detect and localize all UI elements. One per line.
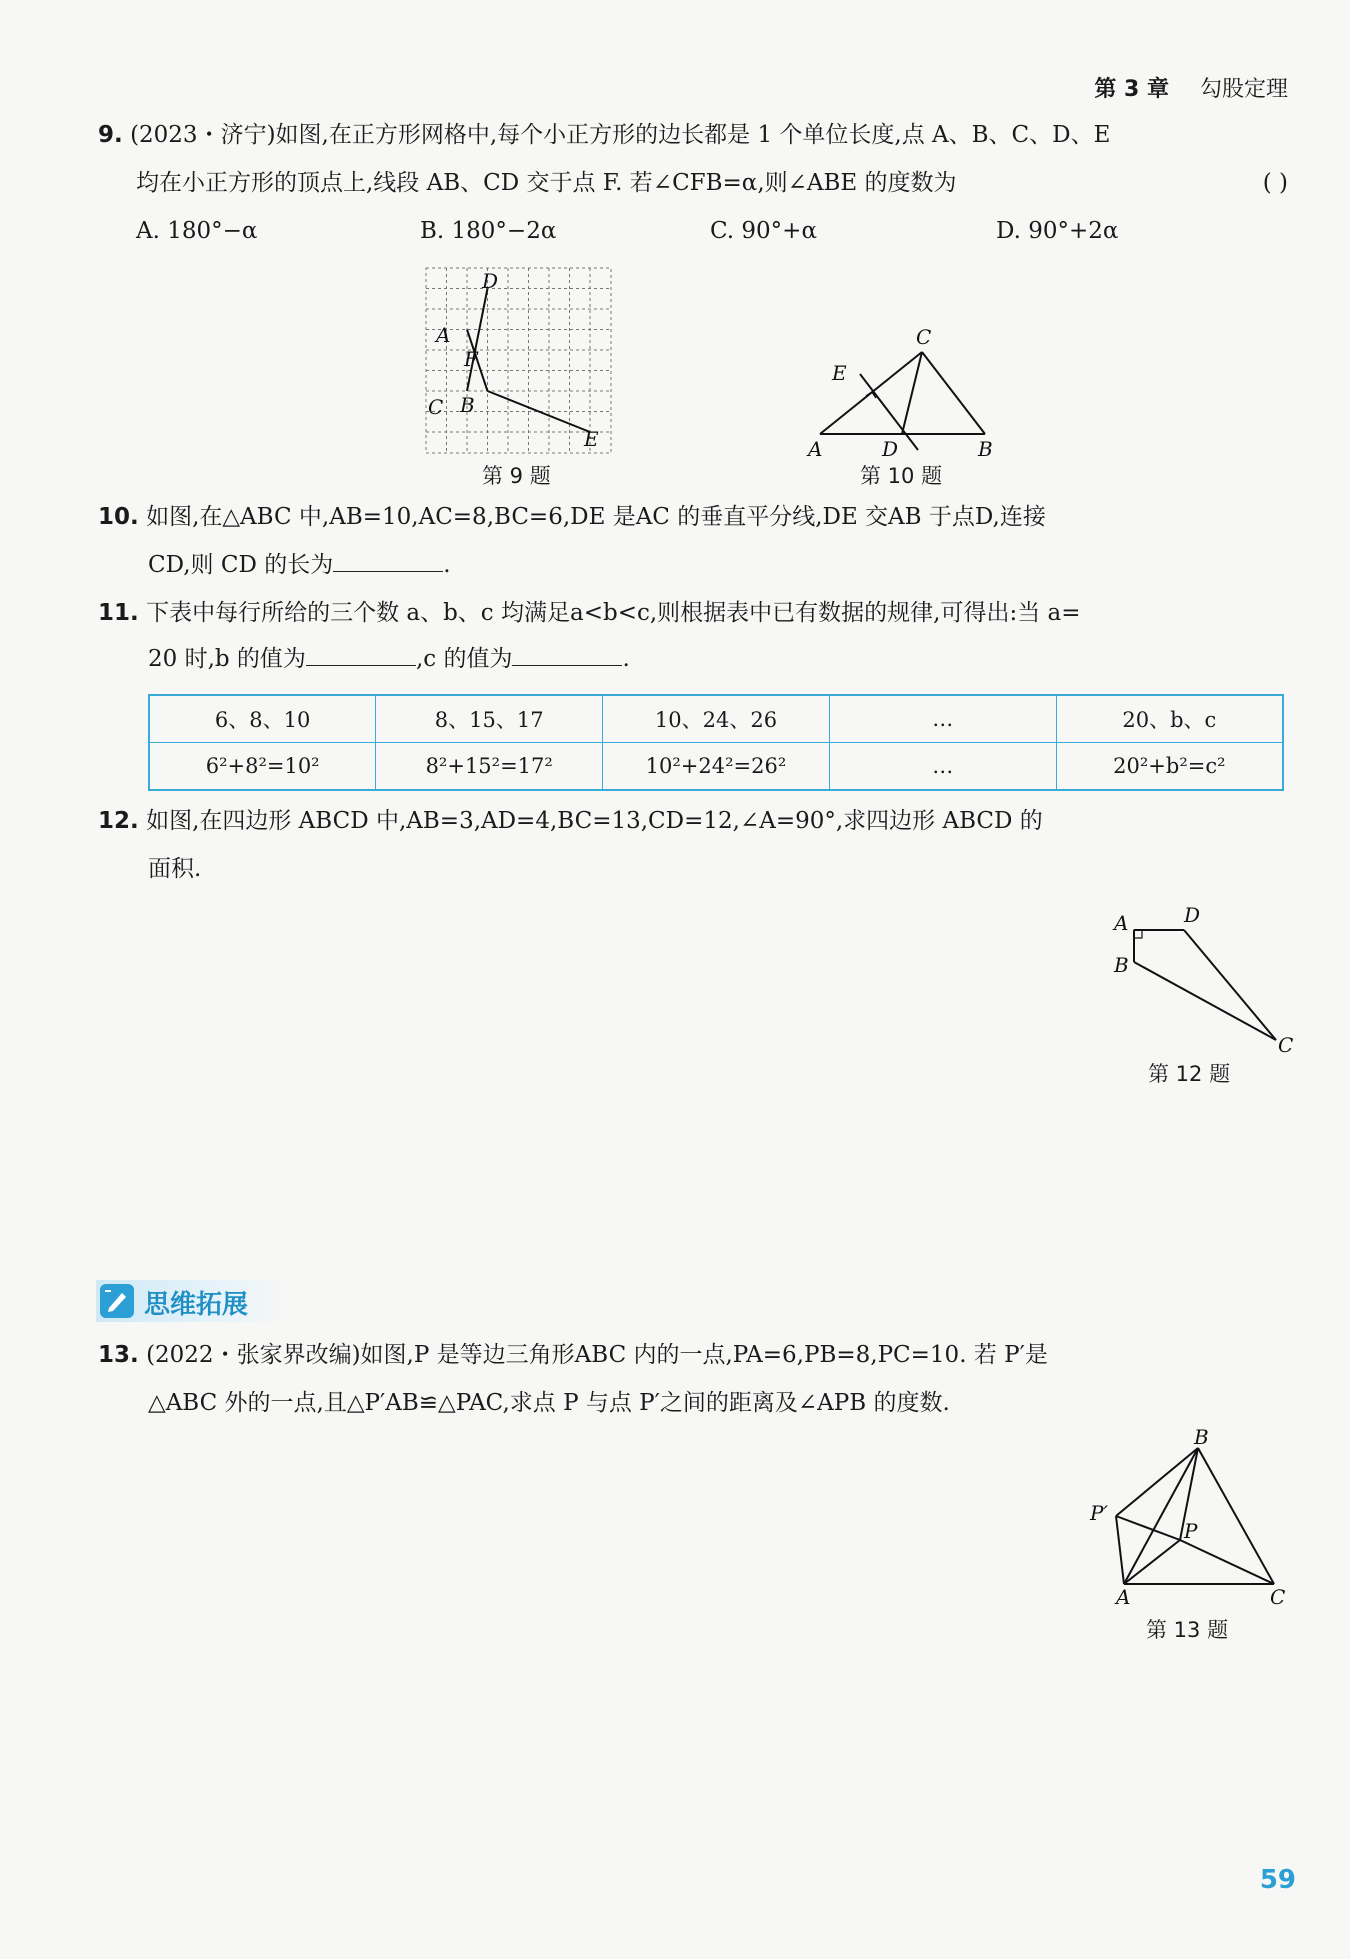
q12-text-1: 如图,在四边形 ABCD 中,AB=3,AD=4,BC=13,CD=12,∠A=90°,求四边形 ABCD 的 — [146, 808, 1043, 834]
q11-line2 — [148, 642, 630, 676]
q9-option-a: A. 180°−α — [136, 218, 258, 244]
q9-label-f: F — [464, 347, 478, 371]
q11-blank-b[interactable] — [306, 643, 416, 666]
table-cell: 10、24、26 — [603, 695, 830, 743]
page-number: 59 — [1259, 1865, 1296, 1895]
pencil-icon — [100, 1284, 134, 1318]
q10-line1 — [98, 500, 1046, 534]
q13-label-p-prime: P′ — [1090, 1501, 1108, 1525]
table-row — [149, 695, 1283, 743]
q11-text-2a: 20 时,b 的值为 — [148, 646, 306, 672]
q13-number: 13. — [98, 1342, 139, 1368]
q9-text-2: 均在小正方形的顶点上,线段 AB、CD 交于点 F. 若∠CFB=α,则∠ABE 的度数为 — [136, 170, 957, 196]
q9-option-c: C. 90°+α — [710, 218, 817, 244]
segment-p1a — [1116, 1516, 1124, 1584]
q11-blank-c[interactable] — [512, 643, 622, 666]
table-cell: 8²+15²=17² — [376, 743, 603, 791]
q10-text-2: CD,则 CD 的长为 — [148, 552, 334, 578]
chapter-number: 第 3 章 — [1094, 77, 1169, 102]
q13-caption: 第 13 题 — [1146, 1618, 1229, 1642]
q10-label-c: C — [916, 326, 932, 349]
side-ab — [1124, 1448, 1198, 1584]
q13-label-b: B — [1194, 1428, 1209, 1449]
q10-figure — [800, 326, 1020, 462]
q12-label-c: C — [1278, 1033, 1294, 1056]
q11-line1 — [98, 596, 1081, 630]
q10-end: . — [443, 552, 451, 578]
q12-figure — [1104, 900, 1304, 1056]
q10-text-1: 如图,在△ABC 中,AB=10,AC=8,BC=6,DE 是AC 的垂直平分线,DE 交AB 于点D,连接 — [146, 504, 1046, 530]
table-cell: … — [829, 743, 1056, 791]
q10-answer-blank[interactable] — [333, 549, 443, 572]
q11-text-1: 下表中每行所给的三个数 a、b、c 均满足a<b<c,则根据表中已有数据的规律,可得出:当 a= — [146, 600, 1081, 626]
q11-table — [148, 694, 1284, 791]
q9-label-c: C — [428, 395, 444, 419]
q10-label-e: E — [832, 361, 847, 385]
q13-figure — [1086, 1428, 1306, 1610]
q11-text-2b: ,c 的值为 — [415, 646, 513, 672]
table-cell: 6²+8²=10² — [149, 743, 376, 791]
q13-text-2: △ABC 外的一点,且△P′AB≌△PAC,求点 P 与点 P′之间的距离及∠APB 的度数. — [148, 1390, 950, 1416]
side-cd — [1184, 930, 1276, 1040]
q12-number: 12. — [98, 808, 139, 834]
q9-label-b: B — [460, 393, 475, 417]
q9-answer-paren: ( ) — [1262, 170, 1288, 196]
q12-label-a: A — [1114, 911, 1129, 935]
section-header — [96, 1280, 286, 1322]
q10-caption: 第 10 题 — [860, 464, 943, 488]
segment-pc — [1180, 1540, 1274, 1584]
q13-text-1: (2022・张家界改编)如图,P 是等边三角形ABC 内的一点,PA=6,PB=8,PC=10. 若 P′是 — [146, 1342, 1048, 1368]
q9-label-e: E — [584, 427, 599, 451]
table-cell: 6、8、10 — [149, 695, 376, 743]
chapter-title: 勾股定理 — [1199, 77, 1288, 102]
table-cell: 8、15、17 — [376, 695, 603, 743]
q9-line1 — [98, 118, 1110, 152]
side-bc — [1134, 962, 1276, 1040]
segment-p1p — [1116, 1516, 1180, 1540]
q10-label-d: D — [882, 437, 899, 461]
q10-label-b: B — [978, 437, 993, 461]
q10-line2 — [148, 548, 451, 582]
q13-label-p: P — [1184, 1519, 1198, 1543]
q9-label-a: A — [436, 323, 451, 347]
table-cell: 20、b、c — [1056, 695, 1283, 743]
q12-caption: 第 12 题 — [1148, 1062, 1231, 1086]
side-bc — [922, 352, 985, 434]
right-angle-mark — [1134, 930, 1142, 938]
section-title: 思维拓展 — [144, 1290, 249, 1320]
table-cell: 20²+b²=c² — [1056, 743, 1283, 791]
table-cell: 10²+24²=26² — [603, 743, 830, 791]
q9-grid — [426, 268, 611, 453]
segment-pa — [1124, 1540, 1180, 1584]
q11-end: . — [622, 646, 630, 672]
q9-option-d: D. 90°+2α — [996, 218, 1119, 244]
segment-be — [488, 391, 591, 432]
q10-label-a: A — [808, 437, 823, 461]
q13-label-c: C — [1270, 1585, 1286, 1609]
table-cell: … — [829, 695, 1056, 743]
q9-label-d: D — [482, 269, 499, 293]
q13-label-a: A — [1116, 1585, 1131, 1609]
q9-option-b: B. 180°−2α — [420, 218, 557, 244]
q12-text-2: 面积. — [148, 856, 202, 882]
q9-caption: 第 9 题 — [482, 464, 551, 488]
q9-number: 9. — [98, 122, 123, 148]
chapter-header — [1094, 72, 1288, 103]
q12-label-b: B — [1114, 953, 1129, 977]
side-bc — [1198, 1448, 1274, 1584]
q11-number: 11. — [98, 600, 139, 626]
table-row — [149, 743, 1283, 791]
q12-line1 — [98, 804, 1043, 838]
q9-text-1: (2023・济宁)如图,在正方形网格中,每个小正方形的边长都是 1 个单位长度,点 A、B、C、D、E — [130, 122, 1111, 148]
q12-label-d: D — [1184, 903, 1201, 927]
q10-number: 10. — [98, 504, 139, 530]
q13-line1 — [98, 1338, 1048, 1372]
q9-figure — [420, 262, 620, 462]
segment-cd — [902, 352, 922, 434]
